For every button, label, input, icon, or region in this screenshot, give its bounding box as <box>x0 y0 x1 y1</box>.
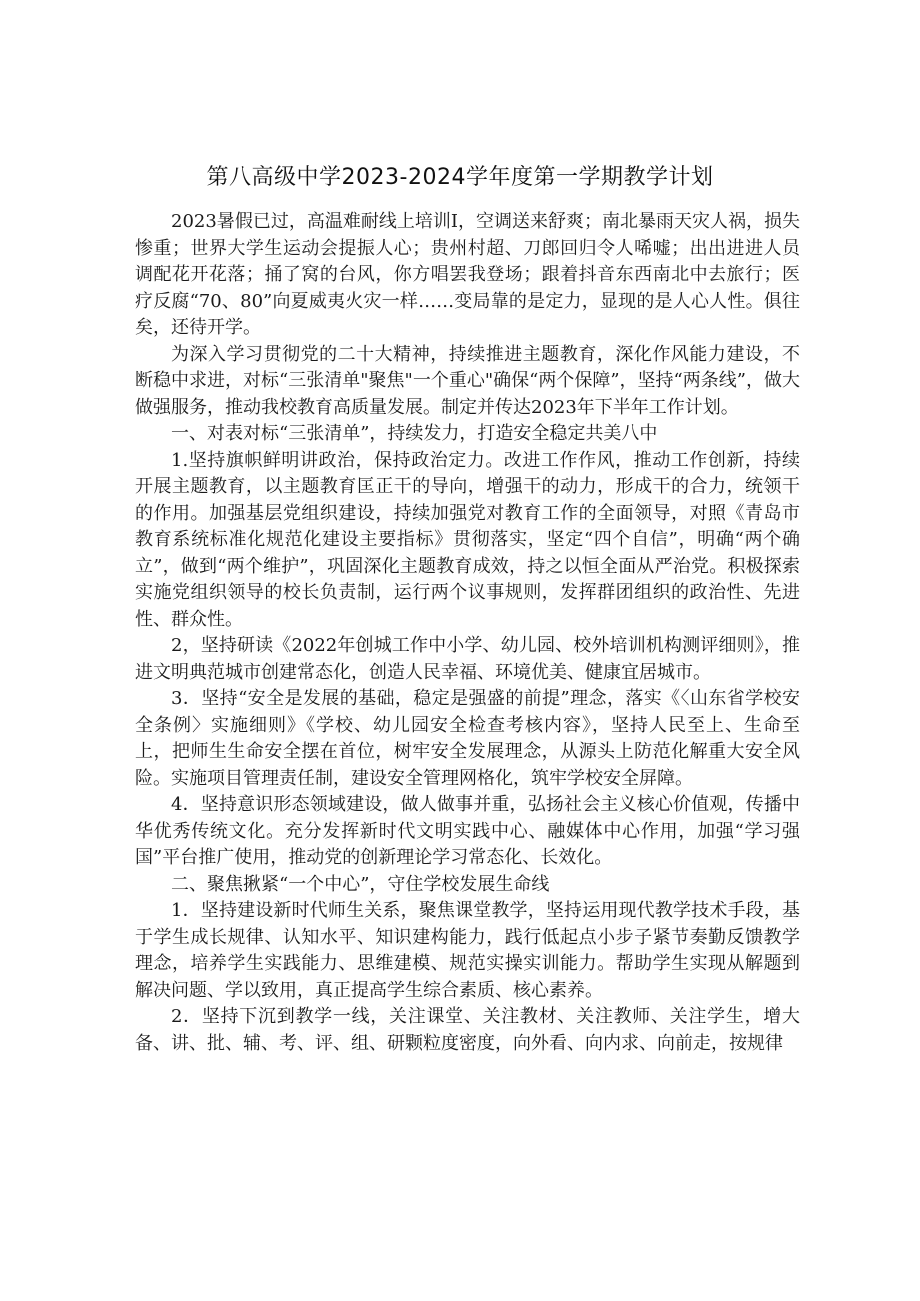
list-item-1-1: 1.坚持旗帜鲜明讲政治，保持政治定力。改进工作作风，推动工作创新，持续开展主题教育，以主题教育匡正干的导向，增强干的动力，形成干的合力，统领干的作用。加强基层党组织建设，持续加强党对教育工作的全面领导，对照《青岛市教育系统标准化规范化建设主要指标》贯彻落实，坚定“四个自信”，明确“两个确立”，做到“两个维护”，巩固深化主题教育成效，持之以恒全面从严治党。积极探索实施党组织领导的校长负责制，运行两个议事规则，发挥群团组织的政治性、先进性、群众性。 <box>135 449 800 630</box>
document-body <box>135 209 800 1057</box>
list-item-1-4: 4．坚持意识形态领域建设，做人做事并重，弘扬社会主义核心价值观，传播中华优秀传统文化。充分发挥新时代文明实践中心、融媒体中心作用，加强“学习强国”平台推广使用，推动党的创新理论学习常态化、长效化。 <box>135 794 800 868</box>
section-heading-2: 二、聚焦揪紧“一个中心”，守住学校发展生命线 <box>171 873 550 895</box>
list-item-2-1: 1．坚持建设新时代师生关系，聚焦课堂教学，坚持运用现代教学技术手段，基于学生成长规律、认知水平、知识建构能力，践行低起点小步子紧节奏勤反馈教学理念，培养学生实践能力、思维建模、规范实操实训能力。帮助学生实现从解题到解决问题、学以致用，真正提高学生综合素质、核心素养。 <box>135 900 800 1001</box>
section-heading-1: 一、对表对标“三张清单”，持续发力，打造安全稳定共美八中 <box>171 423 658 444</box>
paragraph-intro: 2023暑假已过，高温难耐线上培训I，空调送来舒爽；南北暴雨天灾人祸，损失惨重；世界大学生运动会提振人心；贵州村超、刀郎回归令人唏嘘；出出进进人员调配花开花落；捅了窝的台风，你方唱罢我登场；跟着抖音东西南北中去旅行；医疗反腐“70、80”向夏威夷火灾一样……变局靠的是定力，显现的是人心人性。俱往矣，还待开学。 <box>135 211 800 338</box>
paragraph-purpose: 为深入学习贯彻党的二十大精神，持续推进主题教育，深化作风能力建设，不断稳中求进，对标“三张清单"聚焦"一个重心"确保“两个保障”，坚持“两条线”，做大做强服务，推动我校教育高质量发展。制定并传达2023年下半年工作计划。 <box>135 343 800 418</box>
list-item-1-2: 2，坚持研读《2022年创城工作中小学、幼儿园、校外培训机构测评细则》，推进文明典范城市创建常态化，创造人民幸福、环境优美、健康宜居城市。 <box>135 635 800 683</box>
document-title: 第八高级中学2023-2024学年度第一学期教学计划 <box>206 165 714 190</box>
list-item-1-3: 3．坚持“安全是发展的基础，稳定是强盛的前提”理念，落实《〈山东省学校安全条例〉实施细则》《学校、幼儿园安全检查考核内容》，坚持人民至上、生命至上，把师生生命安全摆在首位，树牢安全发展理念，从源头上防范化解重大安全风险。实施项目管理责任制，建设安全管理网格化，筑牢学校安全屏障。 <box>135 688 800 789</box>
list-item-2-2: 2．坚持下沉到教学一线，关注课堂、关注教材、关注教师、关注学生，增大备、讲、批、辅、考、评、组、研颗粒度密度，向外看、向内求、向前走，按规律 <box>135 1006 800 1054</box>
